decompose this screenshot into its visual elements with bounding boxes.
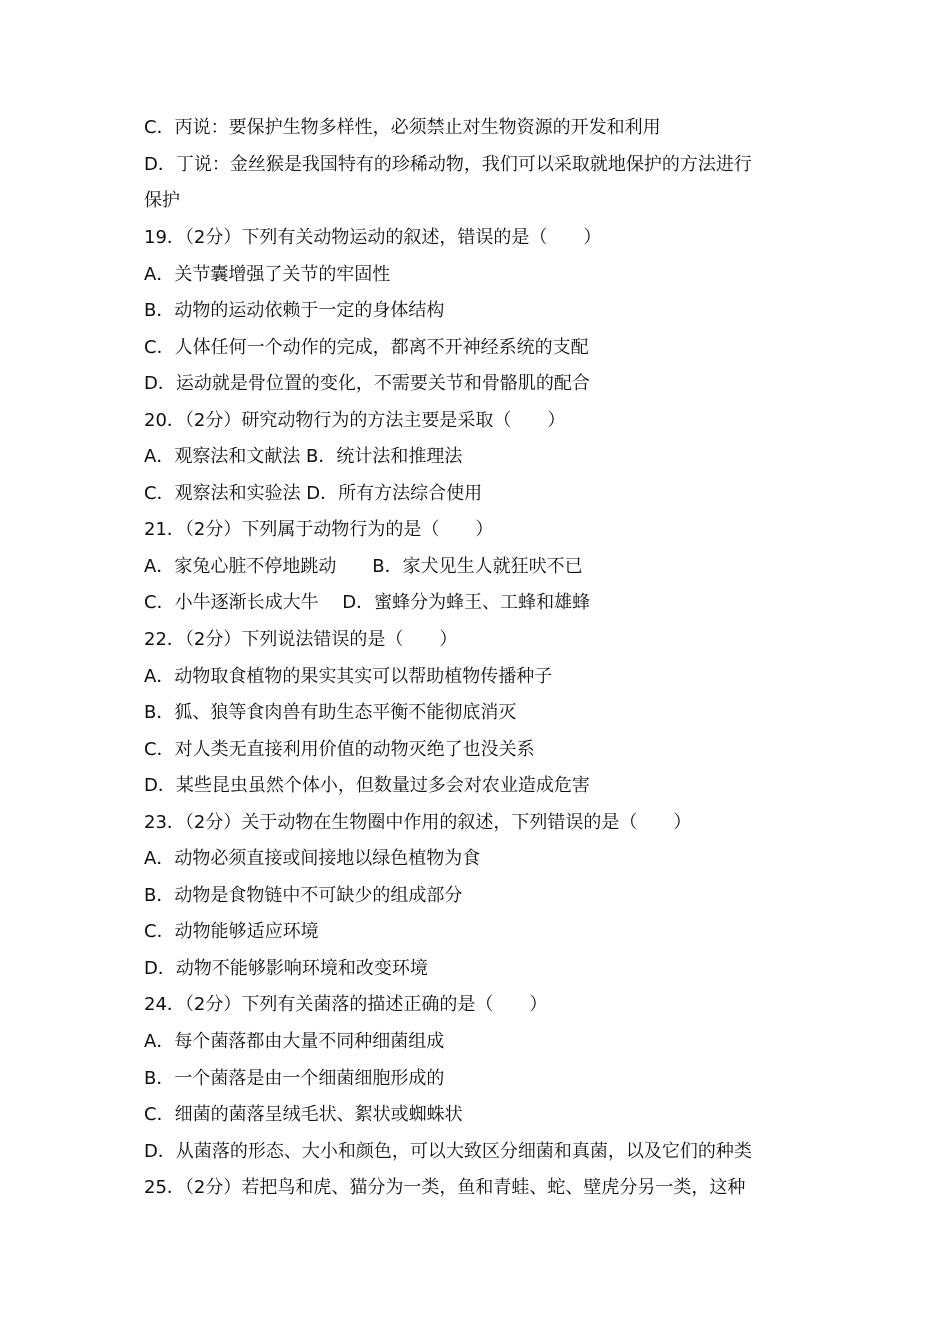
option-24a: A．每个菌落都由大量不同种细菌组成: [144, 1031, 445, 1052]
option-23b: B．动物是食物链中不可缺少的组成部分: [144, 885, 463, 906]
option-23a: A．动物必须直接或间接地以绿色植物为食: [144, 848, 481, 869]
question-23: 23．（2分）关于动物在生物圈中作用的叙述，下列错误的是（ ）: [144, 812, 692, 833]
option-22c: C．对人类无直接利用价值的动物灭绝了也没关系: [144, 739, 535, 760]
option-19a: A．关节囊增强了关节的牢固性: [144, 264, 391, 285]
option-22a: A．动物取食植物的果实其实可以帮助植物传播种子: [144, 666, 553, 687]
option-20cd: C．观察法和实验法 D．所有方法综合使用: [144, 483, 483, 504]
option-19d: D．运动就是骨位置的变化，不需要关节和骨骼肌的配合: [144, 373, 590, 394]
question-24: 24．（2分）下列有关菌落的描述正确的是（ ）: [144, 994, 548, 1015]
question-21: 21．（2分）下列属于动物行为的是（ ）: [144, 519, 494, 540]
option-18c: C．丙说：要保护生物多样性，必须禁止对生物资源的开发和利用: [144, 117, 661, 138]
option-23d: D．动物不能够影响环境和改变环境: [144, 958, 428, 979]
option-21cd: C．小牛逐渐长成大牛 D．蜜蜂分为蜂王、工蜂和雄蜂: [144, 592, 591, 613]
option-19c: C．人体任何一个动作的完成，都离不开神经系统的支配: [144, 337, 589, 358]
option-20ab: A．观察法和文献法 B．统计法和推理法: [144, 446, 463, 467]
option-18d-continued: 保护: [144, 190, 180, 211]
option-24d: D．从菌落的形态、大小和颜色，可以大致区分细菌和真菌，以及它们的种类: [144, 1141, 752, 1162]
option-23c: C．动物能够适应环境: [144, 921, 319, 942]
question-22: 22．（2分）下列说法错误的是（ ）: [144, 629, 458, 650]
option-24b: B．一个菌落是由一个细菌细胞形成的: [144, 1068, 445, 1089]
question-19: 19．（2分）下列有关动物运动的叙述，错误的是（ ）: [144, 227, 602, 248]
option-18d: D．丁说：金丝猴是我国特有的珍稀动物，我们可以采取就地保护的方法进行: [144, 154, 752, 175]
option-19b: B．动物的运动依赖于一定的身体结构: [144, 300, 445, 321]
question-25: 25．（2分）若把鸟和虎、猫分为一类，鱼和青蛙、蛇、壁虎分另一类，这种: [144, 1177, 746, 1198]
option-22b: B．狐、狼等食肉兽有助生态平衡不能彻底消灭: [144, 702, 517, 723]
option-22d: D．某些昆虫虽然个体小，但数量过多会对农业造成危害: [144, 775, 590, 796]
option-21ab: A．家兔心脏不停地跳动 B．家犬见生人就狂吠不已: [144, 556, 583, 577]
option-24c: C．细菌的菌落呈绒毛状、絮状或蜘蛛状: [144, 1104, 463, 1125]
question-20: 20．（2分）研究动物行为的方法主要是采取（ ）: [144, 410, 566, 431]
